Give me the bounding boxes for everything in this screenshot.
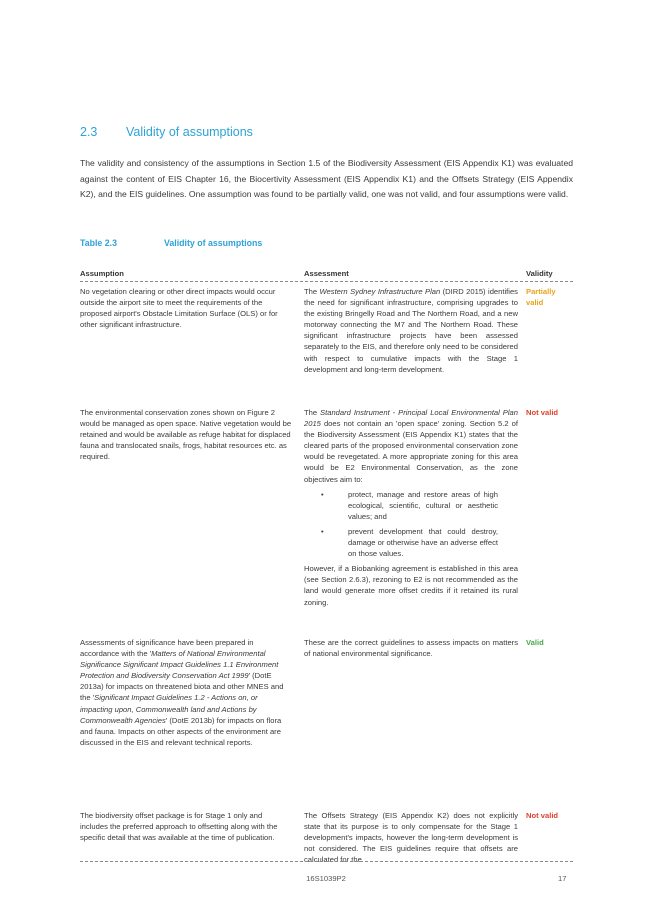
bullet-item [304,526,498,559]
footer-page-number: 17 [558,874,567,883]
table-row [80,806,573,876]
row-assessment [304,407,518,608]
row-assessment: The Offsets Strategy (EIS Appendix K2) does not explicitly state that its purpose is to only compensate for the Stage 1 development's impacts, however the long-term development is not considered. The EIS guidelines require that offsets are calculated for the [304,811,518,865]
assessment-bullet-list [304,489,518,560]
bullet-item [304,489,498,522]
row-assumption [80,637,292,748]
assumption-text: ' (DotE 2013b) for impacts on flora and fauna. Impacts on other aspects of the environment are discussed in the EIS and relevant technical reports. [80,715,282,747]
assessment-text: does not contain an 'open space' zoning. Section 5.2 of the Biodiversity Assessment (EIS Appendix K1) states that the cleared parts of the proposed environmental conservation zone would be revegetated. A more appropriate zoning for this area would be E2 Environmental Conservation, as the zone objectives aim to: [304,419,518,484]
bullet-icon: • [321,526,324,536]
header-validity: Validity [526,269,553,278]
validity-badge: Partially valid [526,287,556,308]
table-number: Table 2.3 [80,238,117,248]
footer-divider [80,861,573,862]
section-title: Validity of assumptions [126,125,253,139]
validity-badge: Valid [526,638,544,647]
validity-badge: Not valid [526,408,559,417]
assumptions-table [80,268,573,876]
assumption-text: Assessments of significance have been prepared in accordance with the ' [80,638,254,659]
row-assumption: The biodiversity offset package is for Stage 1 only and includes the preferred approach to offsetting along with the specific detail that was available at the time of publication. [80,811,278,843]
assessment-text: The [304,287,320,296]
intro-paragraph: The validity and consistency of the assumptions in Section 1.5 of the Biodiversity Assessment (EIS Appendix K1) was evaluated against the content of EIS Chapter 16, the Biocertivity Assessment (EIS Appendix K1) and the Offsets Strategy (EIS Appendix K2), and the EIS guidelines. One assumption was found to be partially valid, one was not valid, and four assumptions were valid. [80,158,573,200]
assumption-italic: Significant Impact Guidelines 1.2 - Actions on, or impacting upon, Commonwealth land and Actions by Commonwealth Agencies [80,693,258,725]
bullet-icon: • [321,489,324,499]
assumption-italic: Matters of National Environmental Significance Significant Impact Guidelines 1.1 Environment Protection and Biodiversity Conservation Act 1999 [80,649,279,681]
row-assumption: No vegetation clearing or other direct impacts would occur outside the airport site to meet the requirements of the proposed airport's Obstacle Limitation Surface (OLS) or for other significant infrastructure. [80,287,278,330]
row-assessment [304,286,518,375]
header-assumption: Assumption [80,269,124,278]
assessment-text: (DIRD 2015) identifies the need for significant infrastructure, comprising upgrades to the existing Bringelly Road and The Northern Road, and a new motorway connecting the M7 and The Northern Road. These significant infrastructure projects have been assessed separately to the EIS, and therefore only need to be considered with respect to cumulative impacts with the Stage 1 development and long-term development. [304,287,518,374]
table-header-row [80,268,573,282]
table-caption [80,238,262,248]
header-assessment: Assessment [304,269,349,278]
assessment-italic: Standard Instrument - Principal Local Environmental Plan 2015 [304,408,518,429]
assessment-text: However, if a Biobanking agreement is established in this area (see Section 2.6.3), rezoning to E2 is not recommended as the land would generate more offset credits if it retained its rural zoning. [304,564,518,607]
section-heading [80,125,253,139]
validity-badge: Not valid [526,811,559,820]
assessment-text: The [304,408,321,417]
table-row [80,282,573,403]
bullet-text: prevent development that could destroy, damage or otherwise have an adverse effect on those values. [348,526,498,559]
row-assessment: These are the correct guidelines to assess impacts on matters of national environmental significance. [304,638,518,659]
table-row [80,403,573,633]
bullet-text: protect, manage and restore areas of high ecological, scientific, cultural or aesthetic values; and [348,489,498,521]
assessment-italic: Western Sydney Infrastructure Plan [319,287,441,296]
footer-document-code: 16S1039P2 [306,874,346,883]
table-row [80,633,573,806]
assumption-text: ' (DotE 2013a) for impacts on threatened biota and other MNES and the ' [80,671,284,703]
section-number: 2.3 [80,125,98,139]
table-title: Validity of assumptions [164,238,263,248]
row-assumption: The environmental conservation zones shown on Figure 2 would be managed as open space. Native vegetation would be retained and would be available as refuge habitat for displaced fauna and translocated snails, frogs, habitat resources etc. as required. [80,408,292,462]
